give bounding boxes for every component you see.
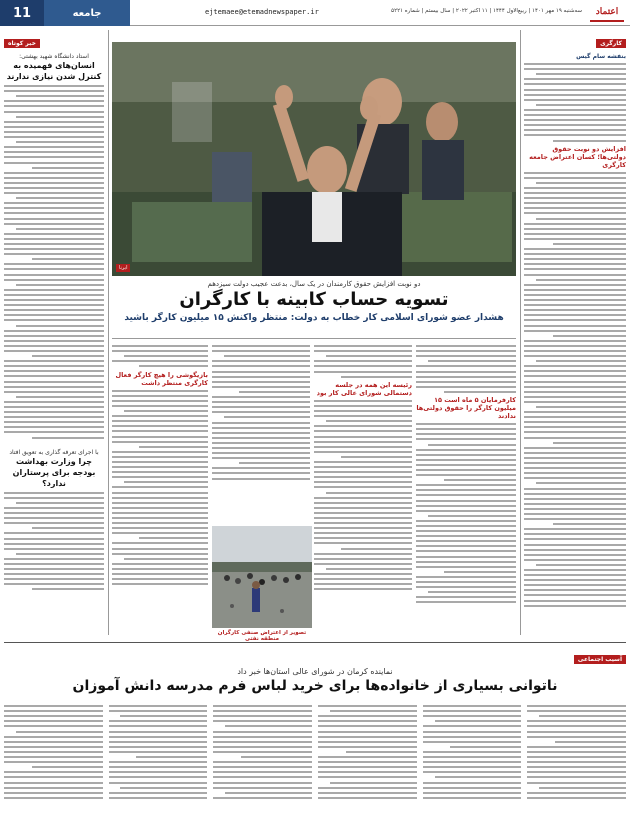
headline-divider (112, 338, 516, 339)
main-body-col2 (314, 342, 412, 642)
main-kicker: دو نوبت افزایش حقوق کارمندان در یک سال، بدعت عجیب دولت سیزدهم (207, 280, 421, 288)
newspaper-logo: اعتماد (590, 4, 624, 22)
main-photo (112, 42, 516, 276)
email-address[interactable]: ejtemaee@etemadnewspaper.ir (205, 8, 319, 16)
left-article2-body (4, 492, 104, 591)
protest-photo-illustration (212, 526, 312, 628)
parliament-photo-illustration (112, 42, 516, 276)
labor-tag: کارگری (596, 39, 626, 48)
page-header (0, 0, 630, 26)
main-title: تسویه حساب کابینه با کارگران (179, 289, 449, 310)
main-body-col4 (112, 342, 208, 642)
main-subtitle: هشدار عضو شورای اسلامی کار خطاب به دولت: منتظر واکنش ۱۵ میلیون کارگر باشید (124, 313, 504, 323)
page-number: 11 (0, 0, 44, 26)
right-subheading: افزایش دو نوبت حقوق دولتی‌ها؛ کسان اعتراض جامعه کارگری (529, 144, 626, 169)
protest-photo (212, 526, 312, 628)
bottom-title: ناتوانی بسیاری از خانواده‌ها برای خرید لباس فرم مدرسه دانش آموزان (72, 678, 558, 694)
right-column (524, 30, 626, 640)
section-label: جامعه (44, 0, 130, 26)
author-byline: بنفشه سام گیس (576, 53, 626, 60)
main-subhead2: رئیسه این همه در جلسه دستمالی شورای عالی کار بود (316, 380, 412, 397)
bottom-article (4, 646, 626, 816)
right-body-2 (524, 172, 626, 607)
main-body-col3 (212, 342, 310, 522)
left-article1-kicker: استاد دانشگاه شهید بهشتی: (19, 53, 89, 60)
main-subhead1: کارفرمایان ۵ ماه است ۱۵ میلیون کارگر را حقوق دولتی‌ها ندادند (416, 396, 516, 421)
photo-credit: ایرنا (116, 264, 130, 272)
main-headline-block (112, 280, 516, 336)
column-divider (108, 30, 109, 635)
protest-photo-caption: تصویر از اعتراض صنفی کارگران منطقه نفتی (217, 630, 307, 642)
bottom-kicker: نماینده کرمان در شورای عالی استان‌ها خبر داد (237, 667, 393, 676)
right-body-1 (524, 63, 626, 141)
main-subhead3: بازیگوشی را هیچ کارگر فعال کارگری منتظر داشت (115, 370, 208, 387)
left-article1-title: انسان‌های فهمیده به کنترل شدن نیازی ندارند (6, 61, 102, 81)
bottom-body (4, 699, 626, 802)
bottom-divider (4, 642, 626, 643)
short-news-tag: خبر کوتاه (4, 39, 40, 48)
left-column (4, 30, 104, 640)
social-harm-tag: آسیب اجتماعی (574, 655, 626, 664)
column-divider (520, 30, 521, 635)
date-line: سه‌شنبه ۱۹ مهر ۱۴۰۱ | ربیع‌الاول ۱۴۴۴ | ۱۱ اکتبر ۲۰۲۲ | سال بیستم | شماره ۵۲۲۱ (391, 8, 582, 14)
left-article2-title: چرا وزارت بهداشت بودجه برای پرستاران ندارد؟ (12, 456, 96, 488)
main-body-col1 (416, 342, 516, 642)
left-article1-body (4, 85, 104, 438)
left-article2-kicker: با اجرای تعرفه گذاری به تعویق افتاد (9, 448, 99, 456)
